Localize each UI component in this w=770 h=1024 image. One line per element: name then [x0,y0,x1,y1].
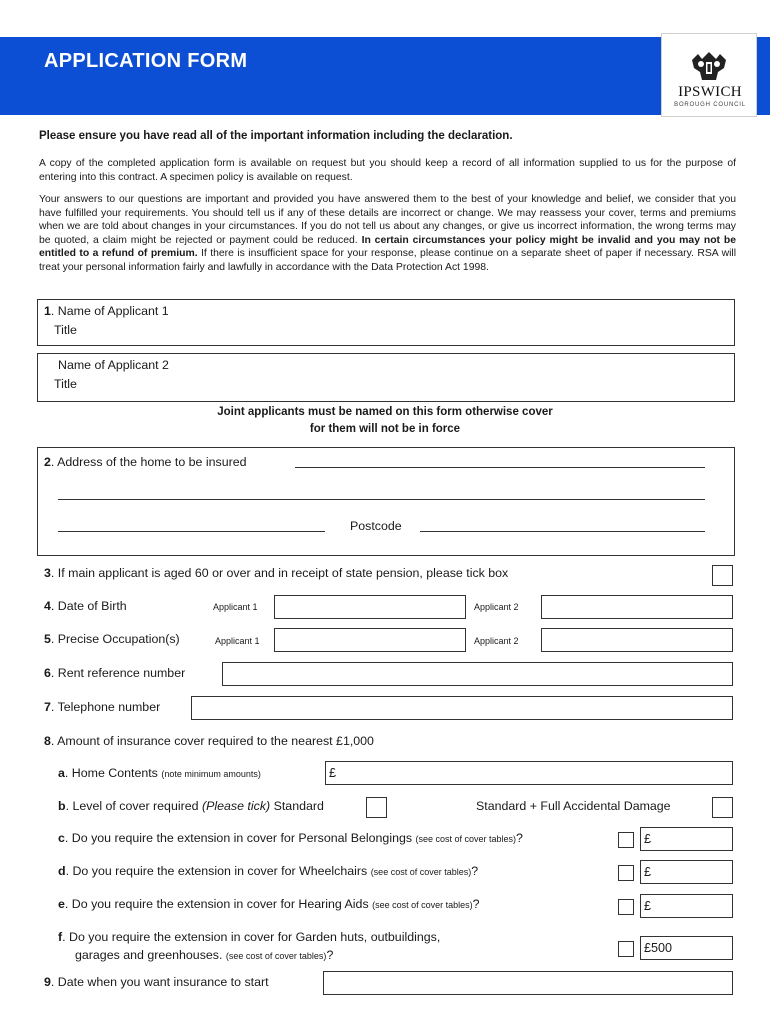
q8f-label-line-2: garages and greenhouses. (see cost of cover tables)? [75,948,334,962]
q5-label: 5. Precise Occupation(s) [44,632,180,646]
header-bar [0,37,770,115]
q1b-title-label: Title [54,377,77,391]
address-line-2[interactable] [58,499,705,500]
home-contents-input[interactable] [325,761,733,785]
telephone-input[interactable] [191,696,733,720]
q1-title-label: Title [54,323,77,337]
q1b-label: Name of Applicant 2 [58,358,169,372]
q8e-label: e. Do you require the extension in cover for Hearing Aids (see cost of cover tables)? [58,897,480,911]
q8f-label-line-1: f. Do you require the extension in cover for Garden huts, outbuildings, [58,930,441,944]
state-pension-checkbox[interactable] [712,565,733,586]
intro-paragraph-1: A copy of the completed application form is available on request but you should keep a record of all information supplied to us for the purpose of entering into this contract. A specimen policy is available on request. [39,158,736,183]
intro-paragraph-2-text: Your answers to our questions are important and provided you have answered them to the best of your knowledge and belief, we consider that you have fulfilled your requirements. You should tell us if any of these details are incorrect or change. We may reassess your cover, terms and premiums when we are told about changes in your circumstances. If you do not tell us about any changes, or give us incorrect information, the wrong terms may be quoted, a claim might be rejected or payment could be reduced. [39,194,736,246]
home-contents-currency: £ [329,766,337,780]
page-title: APPLICATION FORM [44,50,248,72]
joint-note-line-2: for them will not be in force [309,423,461,435]
intro-paragraph-2 [39,193,736,275]
q8b-option-2-label: Standard + Full Accidental Damage [476,799,671,813]
wheelchairs-checkbox[interactable] [618,865,634,881]
q8c-label: c. Do you require the extension in cover for Personal Belongings (see cost of cover tables)? [58,831,523,845]
dob-applicant-2-input[interactable] [541,595,733,619]
logo-name: IPSWICH [678,84,742,100]
dob-applicant-1-input[interactable] [274,595,466,619]
q5-applicant-1-label: Applicant 1 [215,636,260,646]
personal-belongings-input[interactable] [640,827,733,851]
cover-standard-checkbox[interactable] [366,797,387,818]
hearing-aids-checkbox[interactable] [618,899,634,915]
q2-label: 2. Address of the home to be insured [44,455,247,469]
occupation-applicant-1-input[interactable] [274,628,466,652]
cover-accidental-damage-checkbox[interactable] [712,797,733,818]
address-line-1[interactable] [295,467,705,468]
ipswich-crest-icon [688,50,730,82]
q1-label: 1. Name of Applicant 1 [44,304,169,318]
q4-label: 4. Date of Birth [44,599,127,613]
q8d-label: d. Do you require the extension in cover for Wheelchairs (see cost of cover tables)? [58,864,479,878]
garden-huts-value: £500 [644,941,673,955]
garden-huts-input[interactable] [640,936,733,960]
q7-label: 7. Telephone number [44,700,161,714]
personal-belongings-currency: £ [644,832,652,846]
occupation-applicant-2-input[interactable] [541,628,733,652]
q4-applicant-1-label: Applicant 1 [213,602,258,612]
postcode-input[interactable] [420,531,705,532]
q4-applicant-2-label: Applicant 2 [474,602,519,612]
q8b-label: b. Level of cover required (Please tick) Standard [58,799,324,813]
hearing-aids-currency: £ [644,899,652,913]
garden-huts-checkbox[interactable] [618,941,634,957]
joint-applicants-note [0,404,770,438]
intro-paragraph-2-rest: If there is insufficient space for your response, please continue on a separate sheet of paper if necessary. RSA will treat your personal information fairly and lawfully in accordance with the Data Protection Act 1998. [39,248,736,273]
council-logo [661,33,757,117]
q8a-label: a. Home Contents (note minimum amounts) [58,766,261,780]
wheelchairs-input[interactable] [640,860,733,884]
intro-lead: Please ensure you have read all of the important information including the declaration. [39,130,513,142]
logo-subtitle: BOROUGH COUNCIL [674,102,746,108]
personal-belongings-checkbox[interactable] [618,832,634,848]
hearing-aids-input[interactable] [640,894,733,918]
q3-label: 3. If main applicant is aged 60 or over and in receipt of state pension, please tick box [44,566,509,580]
q6-label: 6. Rent reference number [44,666,186,680]
q1-title-field[interactable] [92,336,712,337]
q5-applicant-2-label: Applicant 2 [474,636,519,646]
joint-note-line-1: Joint applicants must be named on this form otherwise cover [217,406,553,418]
rent-reference-input[interactable] [222,662,733,686]
insurance-start-date-input[interactable] [323,971,733,995]
postcode-label: Postcode [350,519,402,533]
intro-paragraph-2-bold: In certain circumstances your policy might be invalid and you may not be entitled to a refund of premium. [39,234,736,260]
q9-label: 9. Date when you want insurance to start [44,975,269,989]
wheelchairs-currency: £ [644,865,652,879]
address-line-3[interactable] [58,531,325,532]
q8-label: 8. Amount of insurance cover required to the nearest £1,000 [44,734,374,748]
